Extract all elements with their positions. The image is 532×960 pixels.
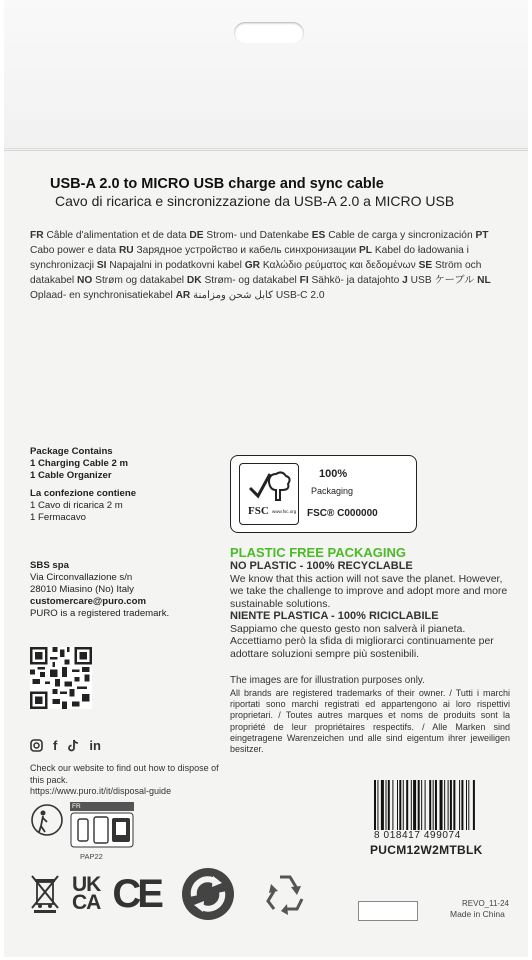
certification-marks: [30, 866, 310, 922]
lang-text: Зарядное устройство и кабель синхронизации: [136, 245, 357, 256]
made-in: Made in China: [450, 909, 505, 919]
lang-code: RU: [118, 245, 134, 256]
lang-code: NO: [77, 275, 93, 286]
fsc-label: [230, 455, 417, 533]
lang-code: J: [402, 275, 408, 286]
fr-recycling-panel: [70, 802, 134, 848]
package-item-en: 1 Cable Organizer: [30, 470, 112, 481]
fsc-code: FSC® C000000: [307, 508, 378, 519]
company-name: SBS spa: [30, 560, 69, 571]
disposal-text: Check our website to find out how to dispose of this pack.: [30, 763, 219, 785]
plastic-text-en: We know that this action will not save the planet. However, we take the challenge to improve and adopt more and more sustainable solutions.: [230, 572, 508, 610]
lang-text: Câble d'alimentation et de data: [46, 230, 187, 241]
bin-info-icon: [70, 812, 134, 848]
ukca-mark: [72, 873, 101, 914]
lang-code: FR: [30, 230, 44, 241]
barcode: [370, 780, 510, 830]
package-item-it: 1 Cavo di ricarica 2 m: [30, 500, 123, 511]
package-contents: [30, 446, 220, 524]
lang-text: Καλώδιο ρεύματος και δεδομένων: [262, 260, 416, 271]
lang-text: Strom- und Datenkabe: [206, 230, 309, 241]
plastic-title-en: NO PLASTIC - 100% RECYCLABLE: [230, 560, 413, 572]
recycling-icons: [30, 802, 134, 848]
lang-text: Cable de carga y sincronización: [328, 230, 473, 241]
fsc-logo-url: www.fsc.org: [272, 509, 297, 514]
fold-line: [4, 148, 528, 149]
company-address: [30, 560, 230, 620]
recycle-icon: [260, 871, 310, 917]
fsc-logo-text: FSC: [248, 505, 269, 517]
fsc-tree-check-icon: [240, 466, 298, 506]
lang-code: DK: [186, 275, 202, 286]
multilang-descriptions: [30, 228, 502, 303]
ce-mark: CE: [112, 871, 160, 916]
fsc-logo: [239, 463, 299, 525]
lang-text: USB ケーブル: [410, 275, 475, 286]
lang-text: Cabo power e data: [30, 245, 117, 256]
trademark-legal: All brands are registered trademarks of their owner. / Tutti i marchi riportati sono marchi registrati ed appartengono ai loro rispettivi proprietari. / Toutes autres marques et noms de produits sont la propriété de leur propriétaires respectifs. / Alle Marken sind eingetragene Warenzeichen und alle sind eigentum ihrer jeweiligen besitzer.: [230, 688, 510, 755]
barcode-number: 8 018417 499074: [374, 830, 461, 841]
lang-text: كابل شحن ومزامنة USB-C 2.0: [193, 290, 325, 301]
pap-code: PAP22: [80, 852, 103, 861]
hang-tab: [4, 0, 528, 150]
package-item-en: 1 Charging Cable 2 m: [30, 458, 129, 469]
plastic-free-text: [230, 560, 510, 660]
lang-text: Ström och datakabel: [30, 260, 482, 286]
lang-code: ES: [311, 230, 326, 241]
green-dot-icon: [180, 866, 236, 922]
package-item-it: 1 Fermacavo: [30, 512, 86, 523]
triman-icon: [30, 802, 64, 838]
blank-label-box: [358, 901, 418, 921]
lang-code: SI: [96, 260, 107, 271]
lang-text: Strøm- og datakabel: [204, 275, 297, 286]
revision-code: REVO_11-24: [462, 899, 509, 908]
product-sku: PUCM12W2MTBLK: [370, 843, 483, 857]
disposal-url[interactable]: https://www.puro.it/it/disposal-guide: [30, 786, 172, 796]
package-header-it: La confezione contiene: [30, 488, 137, 499]
linkedin-icon[interactable]: in: [89, 738, 101, 753]
plastic-text-it: Sappiamo che questo gesto non salverà il pianeta. Accettiamo però la sfida di migliorarci continuamente per adottare soluzioni sempre più sostenibili.: [230, 622, 494, 660]
lang-code: NL: [477, 275, 491, 286]
qr-code[interactable]: [30, 647, 92, 709]
lang-text: Strøm og datakabel: [95, 275, 185, 286]
plastic-title-it: NIENTE PLASTICA - 100% RICICLABILE: [230, 610, 439, 622]
lang-code: SE: [418, 260, 433, 271]
lang-text: Napajalni in podatkovni kabel: [109, 260, 242, 271]
weee-crossed-bin-icon: [30, 874, 60, 914]
fsc-percent: 100%: [319, 468, 348, 480]
ukca-line-1: UK: [72, 873, 101, 896]
lang-code: GR: [244, 260, 260, 271]
lang-code: PT: [475, 230, 489, 241]
company-email[interactable]: customercare@puro.com: [30, 596, 146, 607]
instagram-icon[interactable]: [30, 739, 43, 752]
ukca-line-2: CA: [72, 891, 101, 914]
lang-code: PL: [358, 245, 373, 256]
facebook-icon[interactable]: f: [53, 738, 58, 753]
lang-code: DE: [189, 230, 204, 241]
disposal-info: [30, 763, 220, 798]
social-links: [30, 738, 101, 753]
plastic-free-heading: PLASTIC FREE PACKAGING: [230, 545, 406, 560]
lang-code: AR: [175, 290, 191, 301]
title-it: Cavo di ricarica e sincronizzazione da USB-A 2.0 a MICRO USB: [55, 193, 455, 209]
fr-badge: FR: [70, 802, 134, 811]
company-trademark: PURO is a registered trademark.: [30, 608, 170, 619]
illustration-note: The images are for illustration purposes only.: [230, 675, 425, 686]
title-en: USB-A 2.0 to MICRO USB charge and sync cable: [50, 176, 384, 192]
fsc-label-text: Packaging: [311, 486, 354, 496]
lang-text: Kabel do ładowania i synchronizacji: [30, 245, 469, 271]
hang-hole: [234, 22, 304, 44]
lang-text: Sähkö- ja datajohto: [311, 275, 400, 286]
package-header-en: Package Contains: [30, 446, 113, 457]
lang-text: Oplaad- en synchronisatiekabel: [30, 290, 173, 301]
company-street: Via Circonvallazione s/n: [30, 572, 133, 583]
lang-code: FI: [299, 275, 309, 286]
company-city: 28010 Miasino (No) Italy: [30, 584, 134, 595]
tiktok-icon[interactable]: [67, 739, 79, 752]
